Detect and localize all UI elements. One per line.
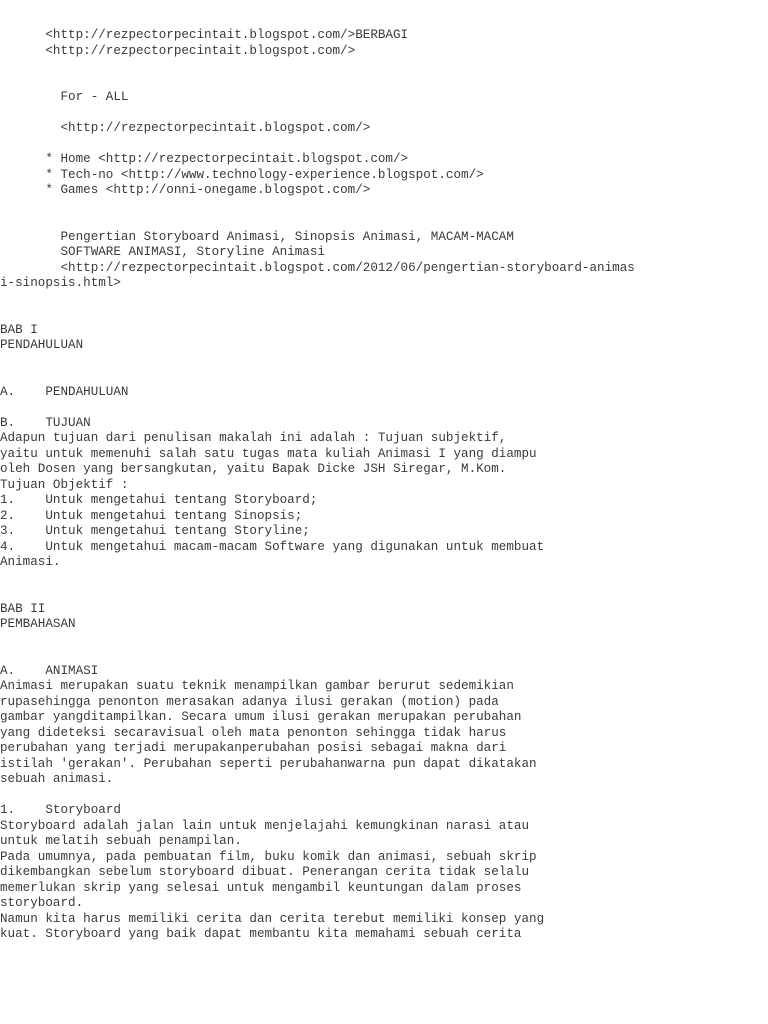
blank-line [0, 586, 768, 602]
text-line: rupasehingga penonton merasakan adanya ilusi gerakan (motion) pada [0, 694, 499, 709]
text-line: oleh Dosen yang bersangkutan, yaitu Bapak Dicke JSH Siregar, M.Kom. [0, 462, 507, 476]
blank-line [0, 788, 768, 804]
text-line: Animasi. [0, 555, 61, 569]
text-line: PENDAHULUAN [0, 338, 84, 352]
text-line: perubahan yang terjadi merupakanperubahan posisi sebagai makna dari [0, 741, 507, 755]
document-page [0, 28, 768, 1018]
text-line: A. PENDAHULUAN [0, 384, 129, 399]
text-line: untuk melatih sebuah penampilan. [0, 834, 242, 848]
blank-line [0, 75, 768, 91]
blank-line [0, 633, 768, 649]
text-line: Storyboard adalah jalan lain untuk menjelajahi kemungkinan narasi atau [0, 818, 530, 833]
text-line: <http://rezpectorpecintait.blogspot.com/> [0, 121, 371, 135]
text-line: BAB I [0, 322, 38, 337]
text-line: Animasi merupakan suatu teknik menampilkan gambar berurut sedemikian [0, 679, 514, 693]
text-line: <http://rezpectorpecintait.blogspot.com/> [0, 43, 356, 58]
blank-line [0, 400, 768, 416]
text-line: * Games <http://onni-onegame.blogspot.com/> [0, 183, 371, 197]
text-line: 1. Storyboard [0, 803, 121, 817]
text-line: i-sinopsis.html> [0, 276, 121, 290]
blank-line [0, 59, 768, 75]
text-line: yaitu untuk memenuhi salah satu tugas mata kuliah Animasi I yang diampu [0, 446, 537, 461]
blank-line [0, 292, 768, 308]
text-line: sebuah animasi. [0, 772, 114, 786]
text-line: BAB II [0, 601, 46, 616]
text-line: Adapun tujuan dari penulisan makalah ini adalah : Tujuan subjektif, [0, 431, 507, 445]
text-line: 2. Untuk mengetahui tentang Sinopsis; [0, 508, 303, 523]
text-line: B. TUJUAN [0, 415, 91, 430]
text-line: * Home <http://rezpectorpecintait.blogspot.com/> [0, 152, 409, 166]
text-line: dikembangkan sebelum storyboard dibuat. Penerangan cerita tidak selalu [0, 865, 530, 879]
blank-line [0, 354, 768, 370]
text-line: memerlukan skrip yang selesai untuk mengambil keuntungan dalam proses [0, 880, 522, 895]
text-line: Pada umumnya, pada pembuatan film, buku komik dan animasi, sebuah skrip [0, 849, 537, 864]
text-line: * Tech-no <http://www.technology-experience.blogspot.com/> [0, 167, 484, 182]
text-line: Tujuan Objektif : [0, 477, 129, 492]
text-line: Pengertian Storyboard Animasi, Sinopsis Animasi, MACAM-MACAM [0, 229, 514, 244]
text-line: gambar yangditampilkan. Secara umum ilusi gerakan merupakan perubahan [0, 710, 522, 724]
text-line: istilah 'gerakan'. Perubahan seperti perubahanwarna pun dapat dikatakan [0, 756, 537, 771]
blank-line [0, 571, 768, 587]
text-line: kuat. Storyboard yang baik dapat membantu kita memahami sebuah cerita [0, 927, 522, 941]
text-line: For - ALL [0, 90, 129, 104]
text-line: storyboard. [0, 896, 84, 910]
blank-line [0, 106, 768, 122]
blank-line [0, 137, 768, 153]
text-line: yang dideteksi secaravisual oleh mata penonton sehingga tidak harus [0, 725, 507, 740]
text-line: 1. Untuk mengetahui tentang Storyboard; [0, 493, 318, 507]
text-line: PEMBAHASAN [0, 617, 76, 631]
text-line: SOFTWARE ANIMASI, Storyline Animasi [0, 245, 325, 259]
text-line: Namun kita harus memiliki cerita dan cerita terebut memiliki konsep yang [0, 911, 545, 926]
text-line: <http://rezpectorpecintait.blogspot.com/>BERBAGI [0, 28, 409, 42]
text-line: 3. Untuk mengetahui tentang Storyline; [0, 524, 310, 538]
blank-line [0, 199, 768, 215]
text-line: A. ANIMASI [0, 663, 99, 678]
blank-line [0, 214, 768, 230]
blank-line [0, 648, 768, 664]
document-text [0, 28, 768, 943]
text-line: 4. Untuk mengetahui macam-macam Software yang digunakan untuk membuat [0, 539, 545, 554]
text-line: <http://rezpectorpecintait.blogspot.com/2012/06/pengertian-storyboard-animas [0, 260, 635, 275]
blank-line [0, 307, 768, 323]
blank-line [0, 369, 768, 385]
